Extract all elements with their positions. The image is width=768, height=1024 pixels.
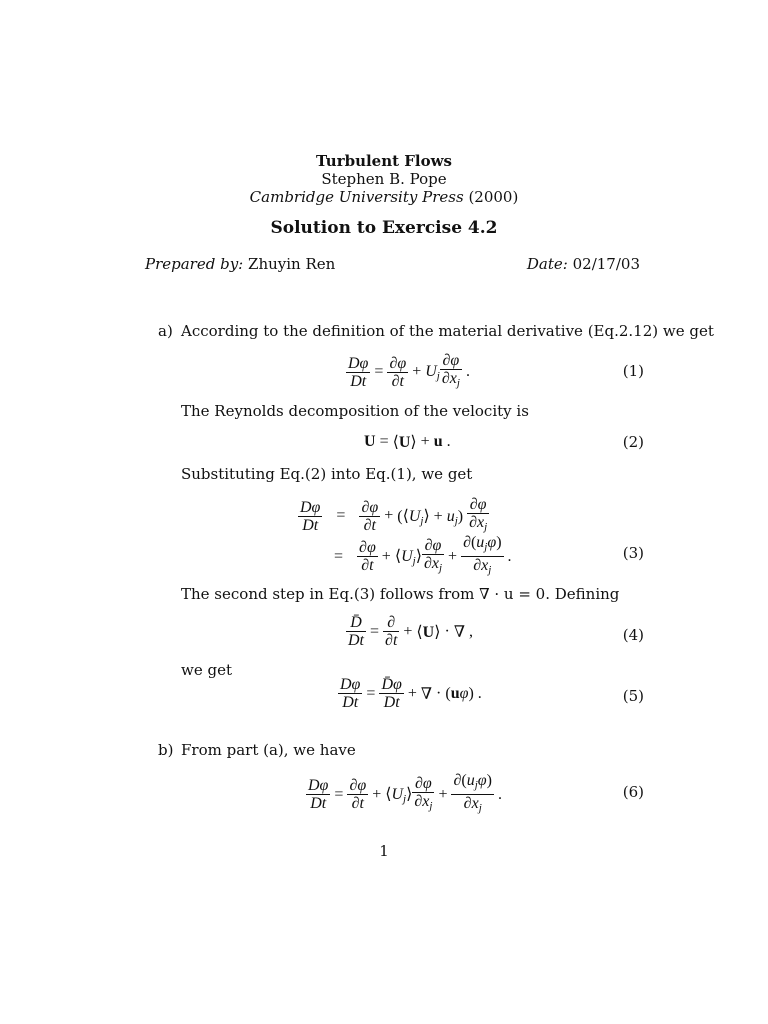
substituting-text: Substituting Eq.(2) into Eq.(1), we get — [181, 465, 473, 483]
book-title: Turbulent Flows — [316, 152, 452, 170]
publisher-line — [0, 188, 768, 206]
equation-number-2: (2) — [622, 433, 644, 451]
author: Stephen B. Pope — [321, 170, 447, 188]
equation-3-line-1: $\frac{D\varphi}{Dt}$ = $\frac{\partial\varphi}{\partial t}$ + $(⟨U_j⟩ + u_j)$ $\frac{\partial\varphi}{\partial x_j}$ — [300, 496, 488, 534]
part-a-label: a) — [158, 322, 173, 340]
equation-number-5: (5) — [622, 687, 644, 705]
equation-6: $\frac{D\varphi}{Dt}$ = $\frac{\partial\varphi}{\partial t}$ + $⟨U_j⟩$ $\frac{\partial\varphi}{\partial x_j}$ + $\frac{\partial(u_j\varphi)}{\partial x_j}$ . — [308, 772, 502, 814]
part-b-text: From part (a), we have — [181, 741, 356, 759]
prepared-label: Prepared by: — [145, 255, 244, 273]
equation-number-3: (3) — [622, 544, 644, 562]
equation-3-line-2: = $\frac{\partial\varphi}{\partial t}$ + $⟨U_j⟩$ $\frac{\partial\varphi}{\partial x_j}$ + $\frac{\partial(u_j\varphi)}{\partial x_j}$ . — [334, 534, 512, 576]
publisher: Cambridge University Press — [249, 188, 464, 206]
part-a-text: According to the definition of the material derivative (Eq.2.12) we get — [181, 322, 714, 340]
date-value: 02/17/03 — [572, 255, 640, 273]
part-b-label: b) — [158, 741, 174, 759]
equation-number-4: (4) — [622, 626, 644, 644]
prepared-by — [145, 255, 335, 273]
second-step-text: The second step in Eq.(3) follows from ∇ · u = 0. Defining — [181, 585, 620, 603]
date-label: Date: — [526, 255, 568, 273]
year: (2000) — [468, 188, 519, 206]
equation-number-1: (1) — [622, 362, 644, 380]
we-get-text: we get — [181, 661, 232, 679]
equation-4: $\frac{D̄}{Dt}$ = $\frac{\partial}{\partial t}$ + ⟨U⟩ · ∇ , — [348, 614, 473, 649]
date — [527, 255, 640, 273]
reynolds-text: The Reynolds decomposition of the velocity is — [181, 402, 529, 420]
equation-5: $\frac{D\varphi}{Dt}$ = $\frac{D̄\varphi}{Dt}$ + ∇ · (uφ) . — [340, 676, 482, 711]
page-number: 1 — [379, 842, 389, 860]
equation-number-6: (6) — [622, 783, 644, 801]
equation-1: $\frac{D\varphi}{Dt}$ = $\frac{\partial\varphi}{\partial t}$ + $U_j$ $\frac{\partial\varphi}{\partial x_j}$ . — [348, 352, 470, 390]
equation-2: U = ⟨U⟩ + u . — [364, 433, 451, 451]
solution-title: Solution to Exercise 4.2 — [270, 218, 498, 238]
prepared-name: Zhuyin Ren — [248, 255, 336, 273]
